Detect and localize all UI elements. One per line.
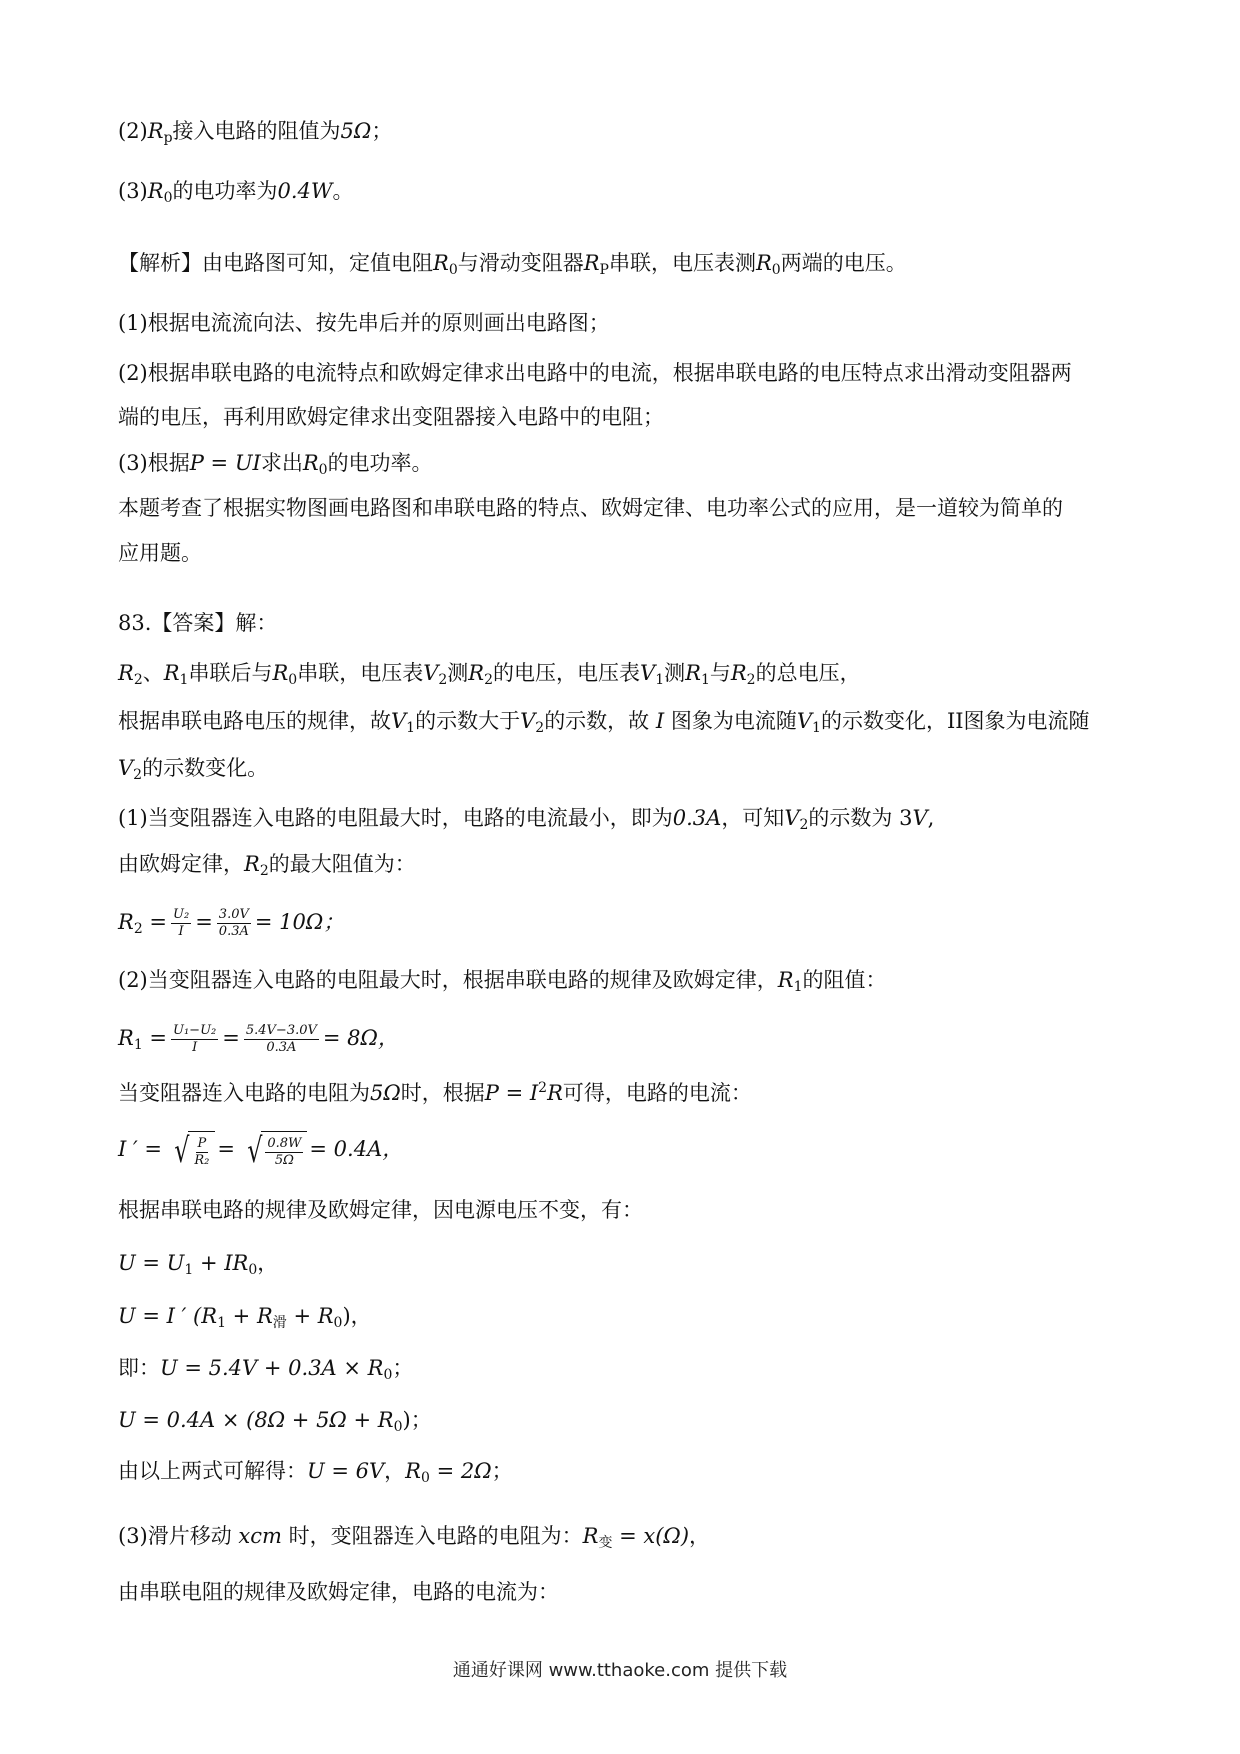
q83-line-3: $V_2$的示数变化。 (118, 756, 269, 783)
analysis-step-1: (1)根据电流流向法、按先串后并的原则画出电路图； (118, 311, 610, 335)
q83-line-2: 根据串联电路电压的规律，故$V_1$的示数大于$V_2$的示数，故 I 图象为电流随$V_1$的示数变化，II图象为电流随 (118, 709, 1090, 736)
analysis-summary-b: 应用题。 (118, 541, 202, 565)
equation-u-2: U = I ′ $(R_1 + R_滑 + R_0)$， (118, 1304, 372, 1331)
analysis-step-2b: 端的电压，再利用欧姆定律求出变阻器接入电路中的电阻； (118, 405, 664, 429)
q83-line-1: $R_2$、$R_1$串联后与$R_0$串联，电压表$V_2$测$R_2$的电压，电压表$V_1$测$R_1$与$R_2$的总电压， (118, 661, 861, 688)
q83-step-2b: 当变阻器连入电路的电阻为5Ω时，根据$P = I^2R$可得，电路的电流： (118, 1080, 752, 1105)
equation-current: I ′ = √ $\frac{P}{\text{R₂}}$ = √ $\frac{0.8W}{5\Omega}$ = 0.4A， (118, 1130, 404, 1171)
equation-u-1: $U = U_1 + IR_0$， (118, 1251, 279, 1278)
question-83-heading: 83.【答案】解： (118, 611, 278, 635)
page-footer: 通通好课网 www.tthaoke.com 提供下载 (452, 1660, 788, 1681)
equation-u-4: $U = 0.4A \times (8\Omega + 5\Omega + R_0)$； (118, 1408, 432, 1435)
analysis-step-3: (3)根据P = UI求出$R_0$的电功率。 (118, 451, 433, 478)
q83-step-1b: 由欧姆定律，$R_2$的最大阻值为： (118, 852, 416, 879)
answer-line-3: $(3)R_0$的电功率为0.4W。 (118, 179, 354, 206)
q83-step-3b: 由串联电阻的规律及欧姆定律，电路的电流为： (118, 1580, 559, 1604)
equation-r2: $R_2$ = $\frac{\text{U₂}}{I}$ = $\frac{3.0V}{0.3A}$ = 10Ω； (118, 907, 345, 939)
solution-result: 由以上两式可解得：U = 6V，$R_0 = 2\Omega$； (118, 1459, 513, 1486)
q83-step-2: (2)当变阻器连入电路的电阻最大时，根据串联电路的规律及欧姆定律，$R_1$的阻值： (118, 968, 887, 995)
answer-line-2: $(2)R_p$接入电路的阻值为5Ω； (118, 119, 393, 146)
q83-step-1: (1)当变阻器连入电路的电阻最大时，电路的电流最小，即为0.3A，可知$V_2$的示数为 3V, (118, 806, 935, 833)
q83-step-2c: 根据串联电路的规律及欧姆定律，因电源电压不变，有： (118, 1198, 643, 1222)
analysis-step-2a: (2)根据串联电路的电流特点和欧姆定律求出电路中的电流，根据串联电路的电压特点求出滑动变阻器两 (118, 361, 1072, 385)
analysis-summary-a: 本题考查了根据实物图画电路图和串联电路的特点、欧姆定律、电功率公式的应用，是一道较为简单的 (118, 496, 1063, 520)
q83-step-3: (3)滑片移动 xcm 时，变阻器连入电路的电阻为：$R_变 = x(\Omega)$， (118, 1524, 711, 1551)
analysis-heading: 【解析】由电路图可知，定值电阻$R_0$与滑动变阻器$R_P$串联，电压表测$R_0$两端的电压。 (118, 251, 907, 278)
equation-u-3: 即：$U = 5.4V + 0.3A \times R_0$； (118, 1356, 414, 1383)
equation-r1: $R_1$ = $\frac{\text{U₁−U₂}}{I}$ = $\frac{5.4V-3.0V}{0.3A}$ = 8Ω， (118, 1023, 399, 1055)
